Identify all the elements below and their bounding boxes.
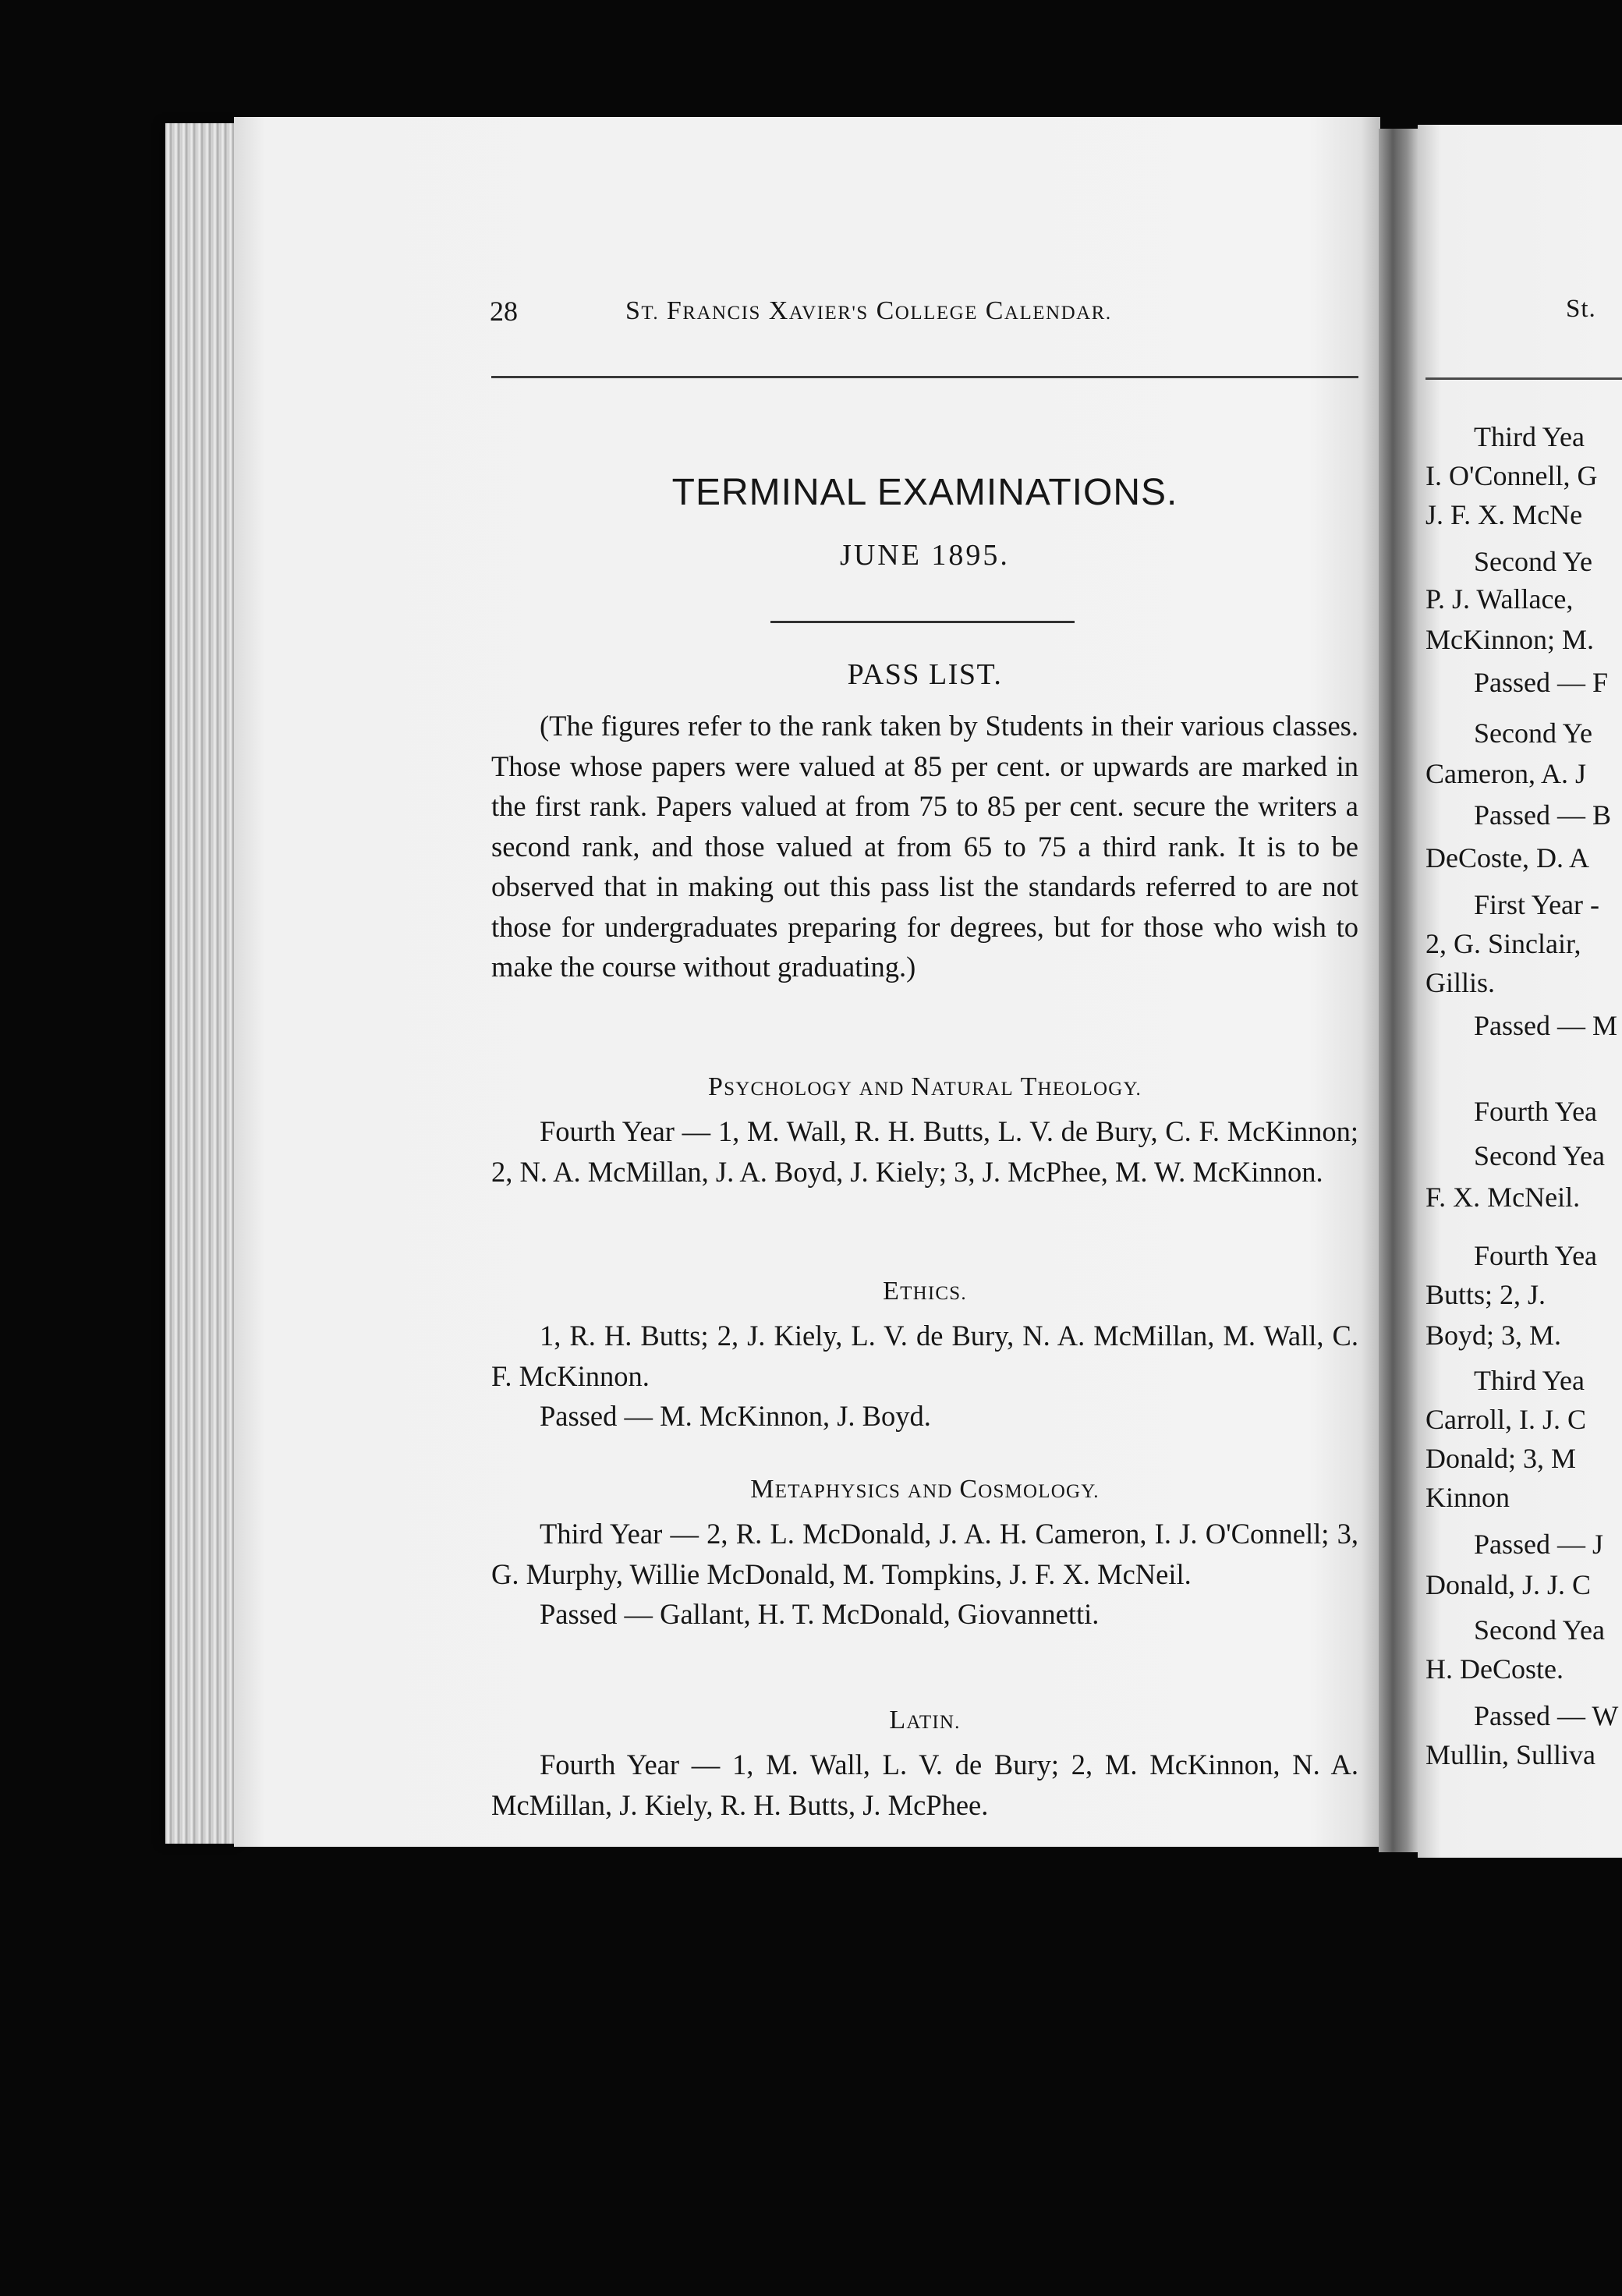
facing-line: P. J. Wallace, (1425, 583, 1574, 615)
paragraph-text: Passed — Gallant, H. T. McDonald, Giovannetti. (540, 1598, 1100, 1630)
intro-text: (The figures refer to the rank taken by Students in their various classes. Those whose papers were valued at 85 per cent. or upwards are marked in the first rank. Papers valued at from 75 to 85 per cent. secure the writers a second rank, and those valued at from 65 to 75 a third rank. It is to be observed that in making out this pass list the standards referred to are not those for undergraduates preparing for degrees, but for those who wish to make the course without graduating.) (491, 710, 1358, 983)
facing-running-head: St. (1566, 295, 1596, 323)
facing-line: Second Yea (1474, 1614, 1605, 1646)
facing-line: DeCoste, D. A (1425, 842, 1589, 873)
section-heading: ETHICS. (883, 1277, 967, 1306)
facing-line: Gillis. (1425, 967, 1496, 998)
book-gutter (1379, 129, 1419, 1852)
section-heading: PSYCHOLOGY AND NATURAL THEOLOGY. (708, 1072, 1142, 1101)
paragraph-text: Passed — M. McKinnon, J. Boyd. (540, 1400, 931, 1432)
facing-line: Third Yea (1474, 421, 1585, 452)
section-heading: METAPHYSICS AND COSMOLOGY. (750, 1475, 1100, 1504)
facing-line: Third Yea (1474, 1365, 1585, 1396)
facing-line: Passed — J (1474, 1529, 1604, 1560)
facing-line: McKinnon; M. (1425, 624, 1594, 655)
facing-line: Passed — F (1474, 667, 1609, 698)
facing-header-rule (1425, 377, 1622, 380)
intro-block (491, 706, 1358, 987)
facing-line: Passed — B (1474, 799, 1612, 831)
facing-line: Butts; 2, J. (1425, 1279, 1546, 1310)
facing-line: Carroll, I. J. C (1425, 1404, 1586, 1435)
facing-line: Donald, J. J. C (1425, 1569, 1592, 1600)
section-metaphysics (491, 1474, 1358, 1635)
section-paragraph (491, 1396, 1358, 1437)
facing-line: H. DeCoste. (1425, 1653, 1564, 1685)
facing-line: 2, G. Sinclair, (1425, 928, 1581, 959)
facing-line: Mullin, Sulliva (1425, 1739, 1596, 1770)
book-page-edges (165, 123, 240, 1844)
intro-paragraph (491, 706, 1358, 987)
title-rule (770, 621, 1075, 623)
section-latin (491, 1705, 1358, 1825)
facing-line: Boyd; 3, M. (1425, 1320, 1562, 1351)
exam-date: JUNE 1895. (840, 539, 1010, 572)
section-heading: LATIN. (889, 1706, 961, 1734)
section-paragraph (491, 1316, 1358, 1396)
paragraph-text: Fourth Year — 1, M. Wall, L. V. de Bury; 2, M. McKinnon, N. A. McMillan, J. Kiely, R. H. Butts, J. McPhee. (491, 1749, 1358, 1821)
section-paragraph (491, 1594, 1358, 1635)
section-paragraph (491, 1514, 1358, 1594)
facing-line: Kinnon (1425, 1482, 1510, 1513)
header-rule (491, 376, 1358, 378)
section-ethics (491, 1276, 1358, 1437)
paragraph-text: Third Year — 2, R. L. McDonald, J. A. H. Cameron, I. J. O'Connell; 3, G. Murphy, Willie McDonald, M. Tompkins, J. F. X. McNeil. (491, 1518, 1358, 1590)
facing-line: Passed — M (1474, 1010, 1618, 1041)
paragraph-text: 1, R. H. Butts; 2, J. Kiely, L. V. de Bury, N. A. McMillan, M. Wall, C. F. McKinnon. (491, 1320, 1358, 1392)
running-head: ST. FRANCIS XAVIER'S COLLEGE CALENDAR. (625, 296, 1112, 325)
page-number: 28 (490, 296, 518, 327)
facing-line: J. F. X. McNe (1425, 499, 1583, 530)
pass-list-heading: PASS LIST. (847, 658, 1003, 691)
facing-line: First Year - (1474, 889, 1600, 920)
facing-line: F. X. McNeil. (1425, 1182, 1581, 1213)
facing-line: Second Yea (1474, 1140, 1605, 1171)
section-paragraph (491, 1111, 1358, 1192)
facing-line: Donald; 3, M (1425, 1443, 1576, 1474)
facing-line: Cameron, A. J (1425, 758, 1586, 789)
section-psychology (491, 1072, 1358, 1192)
facing-line: Passed — W (1474, 1700, 1619, 1731)
paragraph-text: Fourth Year — 1, M. Wall, R. H. Butts, L. V. de Bury, C. F. McKinnon; 2, N. A. McMillan, J. A. Boyd, J. Kiely; 3, J. McPhee, M. W. McKinnon. (491, 1115, 1358, 1188)
facing-line: Fourth Yea (1474, 1240, 1598, 1271)
facing-line: Second Ye (1474, 718, 1593, 749)
facing-page (1418, 125, 1622, 1858)
page-title: TERMINAL EXAMINATIONS. (671, 472, 1178, 513)
facing-line: Fourth Yea (1474, 1096, 1598, 1127)
facing-line: I. O'Connell, G (1425, 460, 1598, 491)
facing-line: Second Ye (1474, 546, 1593, 577)
section-paragraph (491, 1745, 1358, 1825)
